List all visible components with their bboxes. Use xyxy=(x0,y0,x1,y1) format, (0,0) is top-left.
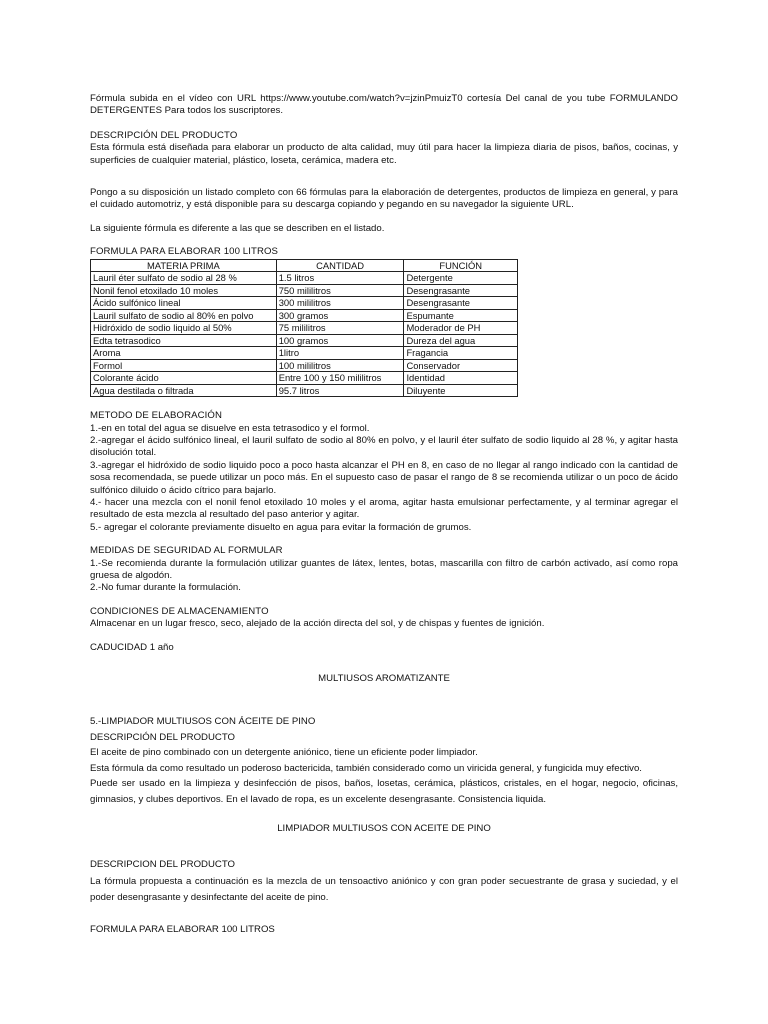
table-cell-material: Colorante ácido xyxy=(91,372,277,385)
formula-heading: FORMULA PARA ELABORAR 100 LITROS xyxy=(90,246,279,258)
table-cell-quantity: 75 mililitros xyxy=(276,322,404,335)
intro-text: Fórmula subida en el vídeo con URL https://www.youtube.com/watch?v=jzinPmuizT0 cortesía Del canal de you tube FORMULANDO DETERGENTES Para todos los suscriptores. xyxy=(90,93,678,117)
second-description-text: La fórmula propuesta a continuación es la mezcla de un tensoactivo aniónico y con gran poder secuestrante de grasa y suciedad, y el poder desengrasante y desinfectante del aceite de pino. xyxy=(90,876,678,903)
pine-description-line: Puede ser usado en la limpieza y desinfección de pisos, baños, losetas, cerámica, plásticos, cristales, en el hogar, negocio, oficinas, gimnasios, y clubes deportivos. En el lavado de ropa, es un excelente desengrasante. Consistencia liquida. xyxy=(90,778,678,805)
product-description-heading: DESCRIPCIÓN DEL PRODUCTO xyxy=(90,129,238,141)
pine-cleaner-title: 5.-LIMPIADOR MULTIUSOS CON ÁCEITE DE PINO xyxy=(90,716,316,728)
formula-list-offer-text: Pongo a su disposición un listado completo con 66 fórmulas para la elaboración de detergentes, productos de limpieza en general, y para el cuidado automotriz, y está disponible para su descarga copiando y pegando en su navegador la siguiente URL. xyxy=(90,187,678,211)
safety-item: 2.-No fumar durante la formulación. xyxy=(90,582,241,594)
table-cell-quantity: 750 mililitros xyxy=(276,284,404,297)
table-cell-quantity: 100 mililitros xyxy=(276,359,404,372)
table-cell-function: Conservador xyxy=(404,359,518,372)
table-cell-material: Nonil fenol etoxilado 10 moles xyxy=(91,284,277,297)
pine-description-line: El aceite de pino combinado con un detergente aniónico, tiene un eficiente poder limpiador. xyxy=(90,747,478,759)
storage-text: Almacenar en un lugar fresco, seco, alejado de la acción directa del sol, y de chispas y fuentes de ignición. xyxy=(90,618,545,630)
method-step: 3.-agregar el hidróxido de sodio liquido poco a poco hasta alcanzar el PH en 8, en caso de no llegar al rango indicado con la cantidad de sosa recomendada, se puede utilizar un poco más. En el supuesto caso de pasar el rango de 8 se recomienda utilizar o un poco de ácido sulfónico diluido o ácido cítrico para bajarlo. xyxy=(90,459,678,496)
column-header-quantity: CANTIDAD xyxy=(276,259,404,272)
table-row xyxy=(91,334,518,347)
table-cell-function: Dureza del agua xyxy=(404,334,518,347)
table-cell-quantity: 100 gramos xyxy=(276,334,404,347)
safety-item: 1.-Se recomienda durante la formulación utilizar guantes de látex, lentes, botas, mascarilla con filtro de carbón activado, así como ropa gruesa de algodón. xyxy=(90,557,678,582)
method-step: 5.- agregar el colorante previamente disuelto en agua para evitar la formación de grumos. xyxy=(90,521,472,533)
product-description-text: Esta fórmula está diseñada para elaborar un producto de alta calidad, muy útil para hacer la limpieza diaria de pisos, baños, cocinas, y superficies de cualquier material, plástico, loseta, cerámica, madera etc. xyxy=(90,142,678,166)
table-cell-quantity: 300 gramos xyxy=(276,309,404,322)
table-cell-function: Espumante xyxy=(404,309,518,322)
table-row xyxy=(91,272,518,285)
method-heading: METODO DE ELABORACIÓN xyxy=(90,410,222,422)
method-step: 2.-agregar el ácido sulfónico lineal, el lauril sulfato de sodio al 80% en polvo, y el lauril éter sulfato de sodio liquido al 28 %, y agitar hasta disolución total. xyxy=(90,434,678,459)
formula-difference-note: La siguiente fórmula es diferente a las que se describen en el listado. xyxy=(90,222,385,234)
table-cell-material: Lauril éter sulfato de sodio al 28 % xyxy=(91,272,277,285)
table-cell-function: Moderador de PH xyxy=(404,322,518,335)
table-cell-function: Detergente xyxy=(404,272,518,285)
table-row xyxy=(91,322,518,335)
table-row xyxy=(91,297,518,310)
pine-description-line: Esta fórmula da como resultado un poderoso bactericida, también considerado como un viricida general, y fungicida muy efectivo. xyxy=(90,762,642,774)
table-row xyxy=(91,372,518,385)
table-cell-material: Agua destilada o filtrada xyxy=(91,384,277,397)
section-title-multipurpose-aromatic: MULTIUSOS AROMATIZANTE xyxy=(318,673,450,685)
table-cell-material: Edta tetrasodico xyxy=(91,334,277,347)
table-cell-quantity: Entre 100 y 150 mililitros xyxy=(276,372,404,385)
expiry-text: CADUCIDAD 1 año xyxy=(90,641,174,653)
safety-heading: MEDIDAS DE SEGURIDAD AL FORMULAR xyxy=(90,545,283,557)
table-row xyxy=(91,384,518,397)
column-header-raw-material: MATERIA PRIMA xyxy=(91,259,277,272)
table-row xyxy=(91,347,518,360)
table-cell-quantity: 1.5 litros xyxy=(276,272,404,285)
table-cell-material: Ácido sulfónico lineal xyxy=(91,297,277,310)
table-cell-material: Aroma xyxy=(91,347,277,360)
method-step: 4.- hacer una mezcla con el nonil fenol etoxilado 10 moles y el aroma, agitar hasta emulsionar perfectamente, y al terminar agregar el resultado de esta mezcla al resultado del paso anterior y agitar. xyxy=(90,497,678,521)
table-cell-function: Desengrasante xyxy=(404,297,518,310)
document-page xyxy=(90,93,678,937)
table-row xyxy=(91,284,518,297)
table-cell-material: Formol xyxy=(91,359,277,372)
column-header-function: FUNCIÓN xyxy=(404,259,518,272)
table-cell-function: Desengrasante xyxy=(404,284,518,297)
table-cell-function: Identidad xyxy=(404,372,518,385)
storage-heading: CONDICIONES DE ALMACENAMIENTO xyxy=(90,605,269,617)
table-row xyxy=(91,359,518,372)
section-title-pine-cleaner: LIMPIADOR MULTIUSOS CON ACEITE DE PINO xyxy=(277,823,491,835)
formula-table-header xyxy=(91,259,518,272)
pine-description-heading: DESCRIPCIÓN DEL PRODUCTO xyxy=(90,731,235,743)
table-cell-quantity: 1litro xyxy=(276,347,404,360)
table-cell-material: Lauril sulfato de sodio al 80% en polvo xyxy=(91,309,277,322)
table-row xyxy=(91,309,518,322)
second-description-heading: DESCRIPCION DEL PRODUCTO xyxy=(90,858,235,870)
table-cell-function: Diluyente xyxy=(404,384,518,397)
formula-table xyxy=(90,259,518,398)
second-formula-heading: FORMULA PARA ELABORAR 100 LITROS xyxy=(90,924,275,936)
table-cell-material: Hidróxido de sodio liquido al 50% xyxy=(91,322,277,335)
method-step: 1.-en en total del agua se disuelve en esta tetrasodico y el formol. xyxy=(90,422,370,434)
table-cell-quantity: 95.7 litros xyxy=(276,384,404,397)
table-cell-quantity: 300 mililitros xyxy=(276,297,404,310)
table-cell-function: Fragancia xyxy=(404,347,518,360)
